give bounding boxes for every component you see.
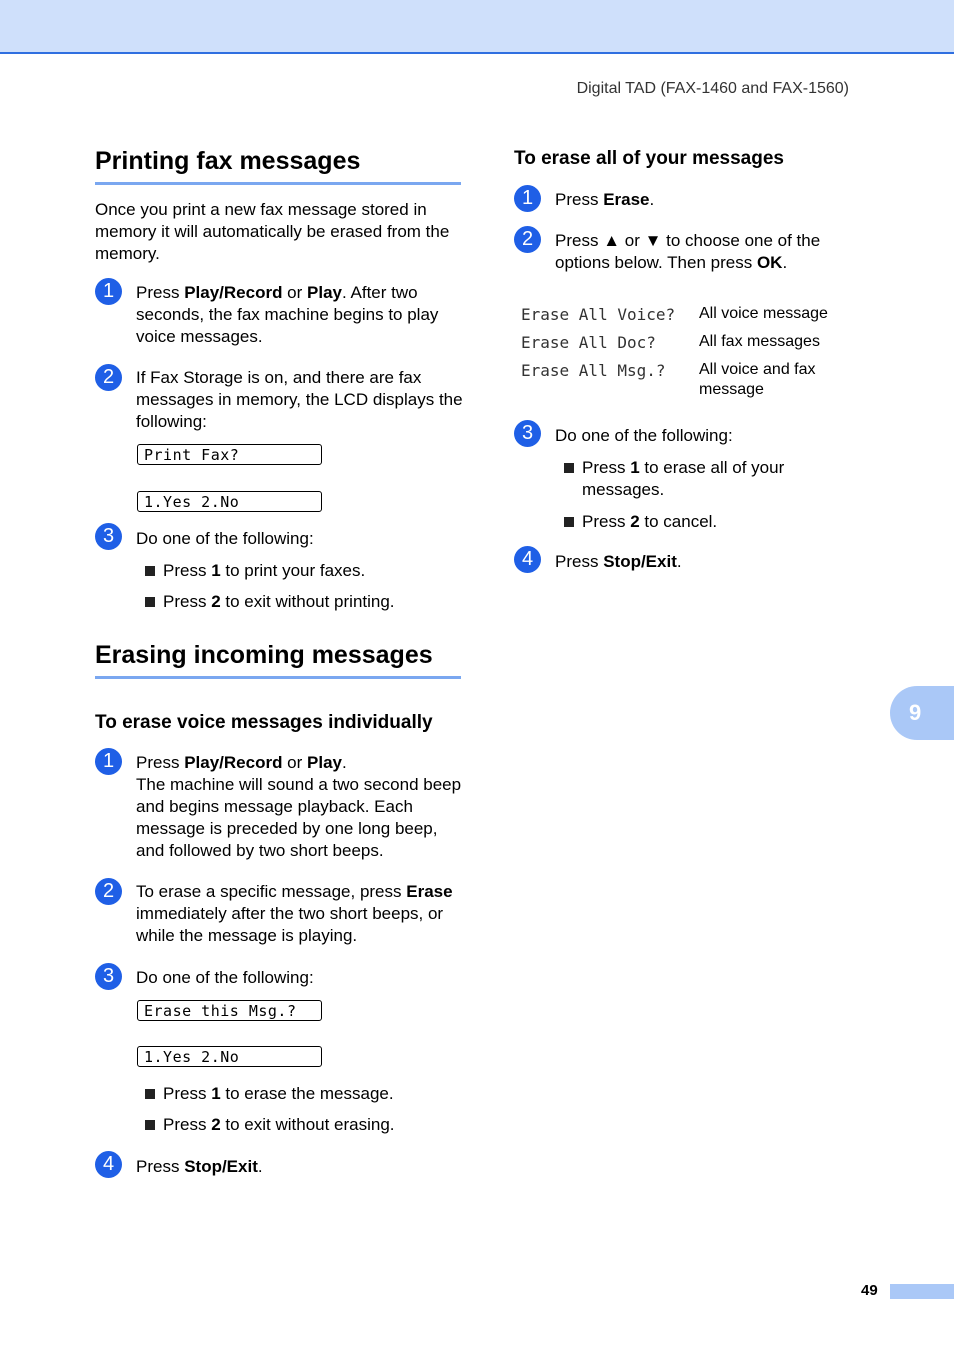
erase-individual-subtitle: To erase voice messages individually [95, 712, 433, 733]
step-text: Press ▲ or ▼ to choose one of the options below. Then press OK. [555, 231, 821, 272]
printing-steps [95, 278, 465, 618]
running-title: Digital TAD (FAX-1460 and FAX-1560) [576, 80, 849, 97]
lcd-display-line2: 1.Yes 2.No [137, 491, 322, 512]
step-text: Do one of the following: [136, 529, 314, 548]
step-text: Press Erase. [555, 190, 655, 209]
option-lcd: Erase All Msg.? [521, 361, 666, 380]
list-item: Press 1 to erase all of your messages. [562, 457, 822, 501]
erase-all-title: To erase all of your messages [514, 148, 784, 169]
step-number: 3 [95, 963, 122, 990]
step-text: To erase a specific message, press Erase immediately after the two short beeps, or while the message is playing. [136, 882, 453, 945]
step-text: Press Stop/Exit. [136, 1157, 263, 1176]
header-bar [0, 0, 954, 54]
printing-intro: Once you print a new fax message stored in memory it will automatically be erased from the memory. [95, 200, 450, 263]
list-item: Press 2 to exit without erasing. [143, 1114, 395, 1136]
step-number: 1 [95, 278, 122, 305]
step-text: If Fax Storage is on, and there are fax messages in memory, the LCD displays the following: [136, 368, 463, 431]
page-number: 49 [861, 1282, 878, 1299]
printing-section [95, 146, 461, 265]
step-number: 4 [95, 1151, 122, 1178]
erasing-section [95, 640, 461, 735]
page-number-bar [890, 1284, 954, 1299]
step-text: Do one of the following: [136, 968, 314, 987]
list-item: Press 1 to erase the message. [143, 1083, 394, 1105]
lcd-display-line1: Print Fax? [137, 444, 322, 465]
erase-all-section [514, 147, 884, 577]
erasing-title: Erasing incoming messages [95, 641, 433, 669]
list-item: Press 1 to print your faxes. [143, 560, 365, 582]
list-item: Press 2 to cancel. [562, 511, 717, 533]
title-rule [95, 182, 461, 185]
up-arrow-icon: ▲ [603, 231, 621, 250]
step-text: Press Stop/Exit. [555, 552, 682, 571]
erasing-steps [95, 748, 465, 1188]
down-arrow-icon: ▼ [644, 231, 662, 250]
step-text: Press Play/Record or Play. The machine will sound a two second beep and begins message playback. Each message is preceded by one long beep, and followed by two short beeps. [136, 753, 462, 860]
lcd-display-line1: Erase this Msg.? [137, 1000, 322, 1021]
step-number: 2 [95, 364, 122, 391]
step-text: Press Play/Record or Play. After two seconds, the fax machine begins to play voice messages. [136, 283, 439, 346]
chapter-tab: 9 [890, 686, 954, 740]
option-desc: All fax messages [699, 333, 820, 350]
option-lcd: Erase All Doc? [521, 333, 656, 352]
lcd-display-line2: 1.Yes 2.No [137, 1046, 322, 1067]
step-text: Do one of the following: [555, 426, 733, 445]
option-lcd: Erase All Voice? [521, 305, 676, 324]
printing-title: Printing fax messages [95, 147, 361, 175]
step-number: 3 [95, 523, 122, 550]
step-number: 4 [514, 546, 541, 573]
step-number: 1 [95, 748, 122, 775]
step-number: 2 [514, 226, 541, 253]
step-number: 3 [514, 420, 541, 447]
option-desc: All voice message [699, 305, 828, 322]
list-item: Press 2 to exit without printing. [143, 591, 395, 613]
step-number: 2 [95, 878, 122, 905]
title-rule [95, 676, 461, 679]
option-desc: All voice and fax message [699, 361, 816, 398]
step-number: 1 [514, 185, 541, 212]
